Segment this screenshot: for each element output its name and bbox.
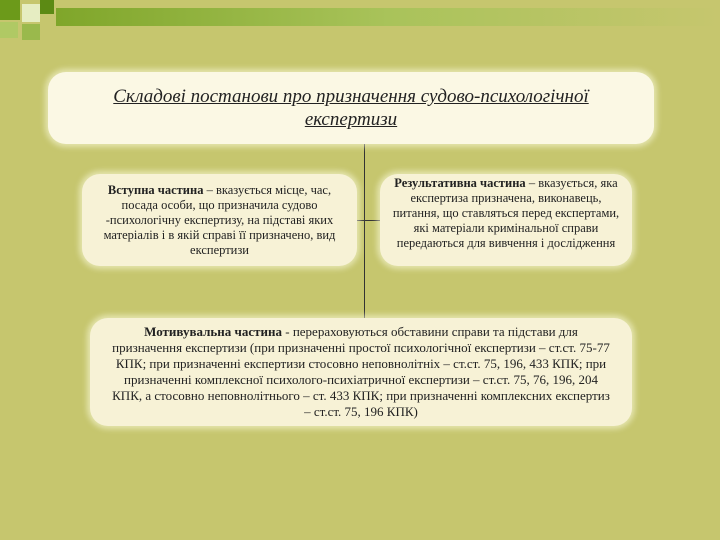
diagram-title-text: Складові постанови про призначення судово-психологічної експертизи: [113, 86, 589, 130]
decor-square-2: [0, 22, 18, 38]
connector-left: [357, 220, 364, 221]
connector-right: [364, 220, 380, 221]
decor-square-4: [22, 24, 40, 40]
motive-part-box: [90, 318, 632, 426]
motive-part-text: - перераховуються обставини справи та підстави для призначення експертизи (при призначенні простої психологічної експертизи – ст.ст. 75-77 КПК; при призначенні експертизи стосовно неповнолітніх – ст.ст. 75, 196, 433 КПК; при призначенні комплексної психолого-психіатричної експертизи – ст.ст. 75, 76, 196, 204 КПК, а стосовно неповнолітнього – ст. 433 КПК; при призначенні комплексних експертиз – ст.ст. 75, 196 КПК): [112, 324, 610, 419]
result-part-text: – вказується, яка експертиза призначена, виконавець, питання, що ставляться перед експертами, які матеріали кримінальної справи передаються для вивчення і дослідження: [392, 175, 620, 250]
connector-vertical: [364, 144, 365, 318]
diagram-title: [48, 72, 654, 144]
top-band: [56, 8, 720, 26]
motive-part-heading: Мотивувальна частина: [144, 324, 282, 339]
intro-part-paragraph: [92, 183, 347, 258]
intro-part-text: – вказується місце, час, посада особи, що призначила судово -психологічну експертизу, на підставі яких матеріалів і в якій справі її призначено, вид експертизи: [103, 182, 336, 257]
intro-part-box: [82, 174, 357, 266]
result-part-heading: Результативна частина: [394, 175, 526, 190]
result-part-paragraph: [390, 176, 622, 251]
result-part-box: [380, 174, 632, 266]
decor-square-1: [0, 0, 20, 20]
motive-part-paragraph: [108, 324, 614, 420]
decor-square-5: [40, 0, 54, 14]
decor-square-3: [22, 4, 40, 22]
intro-part-heading: Вступна частина: [107, 182, 204, 197]
